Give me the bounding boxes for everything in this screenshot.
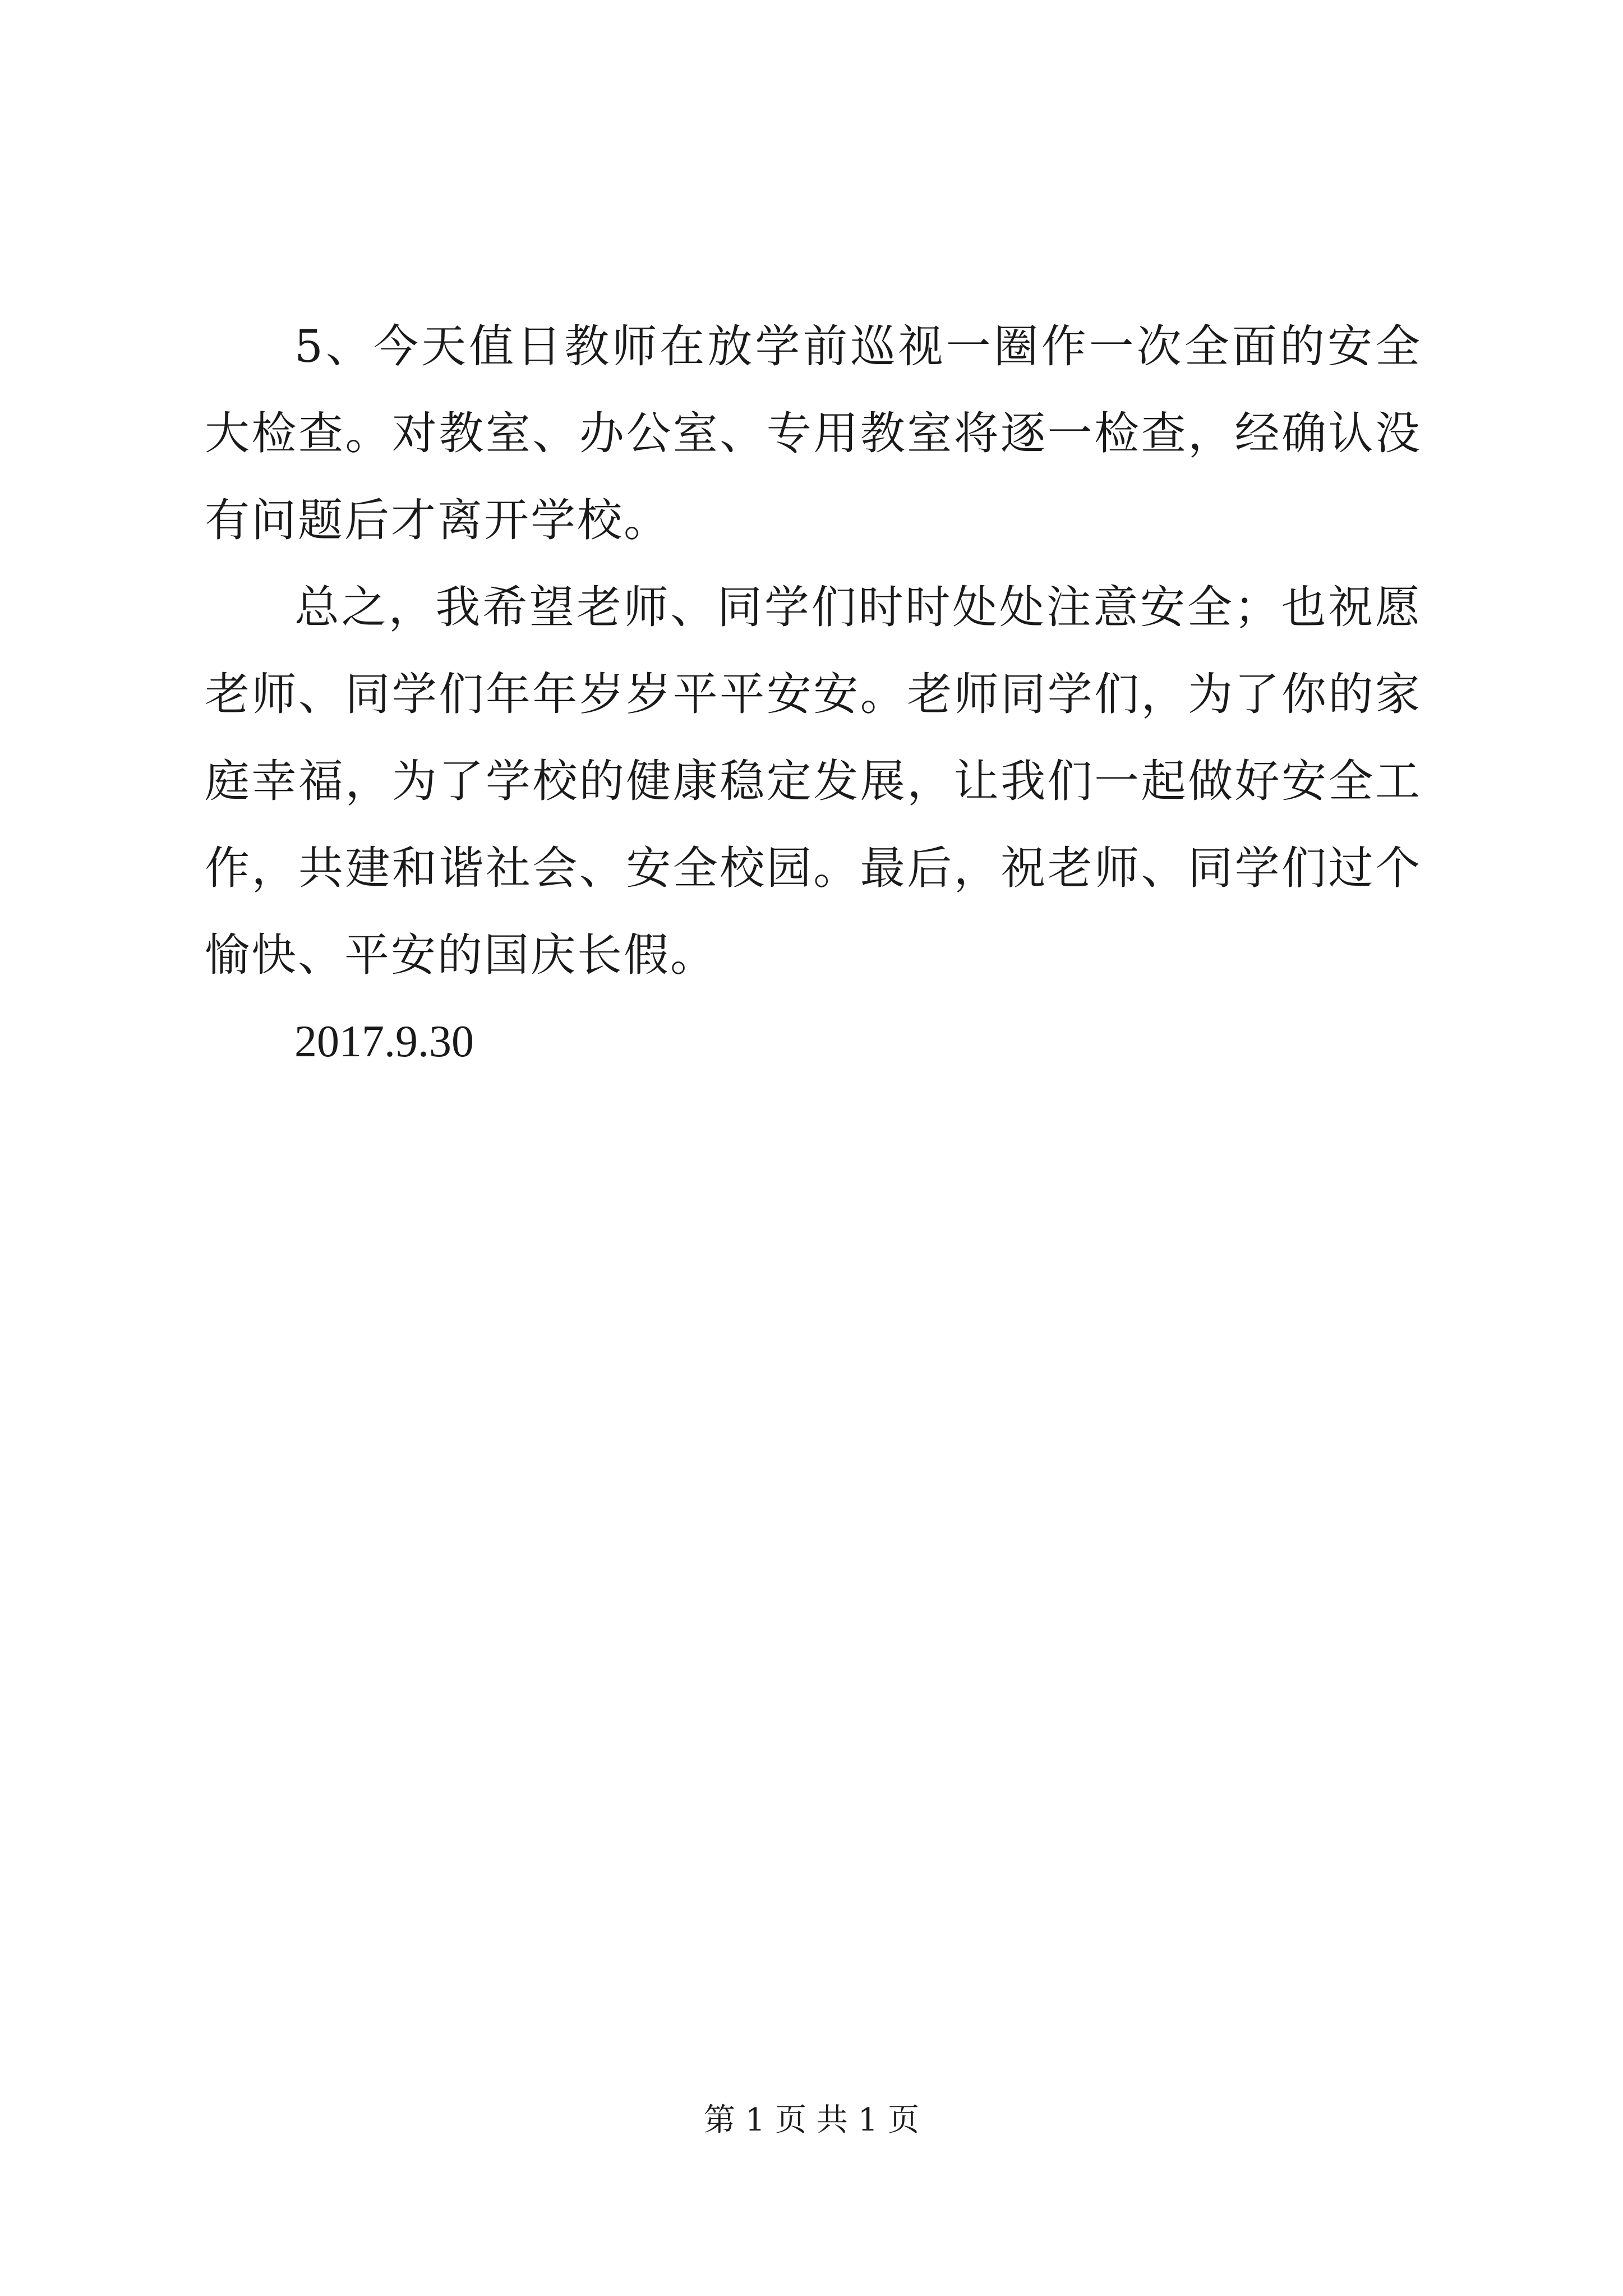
paragraph-safety-check: 5、今天值日教师在放学前巡视一圈作一次全面的安全大检查。对教室、办公室、专用教室将逐一检查，经确认没有问题后才离开学校。 [205, 320, 1422, 546]
page-number-footer: 第 1 页 共 1 页 [703, 2102, 920, 2138]
document-date: 2017.9.30 [294, 1017, 474, 1066]
paragraph-conclusion: 总之，我希望老师、同学们时时处处注意安全；也祝愿老师、同学们年年岁岁平平安安。老师同学们，为了你的家庭幸福，为了学校的健康稳定发展，让我们一起做好安全工作，共建和谐社会、安全校园。最后，祝老师、同学们过个愉快、平安的国庆长假。 [205, 581, 1422, 981]
document-body [205, 303, 1422, 1085]
